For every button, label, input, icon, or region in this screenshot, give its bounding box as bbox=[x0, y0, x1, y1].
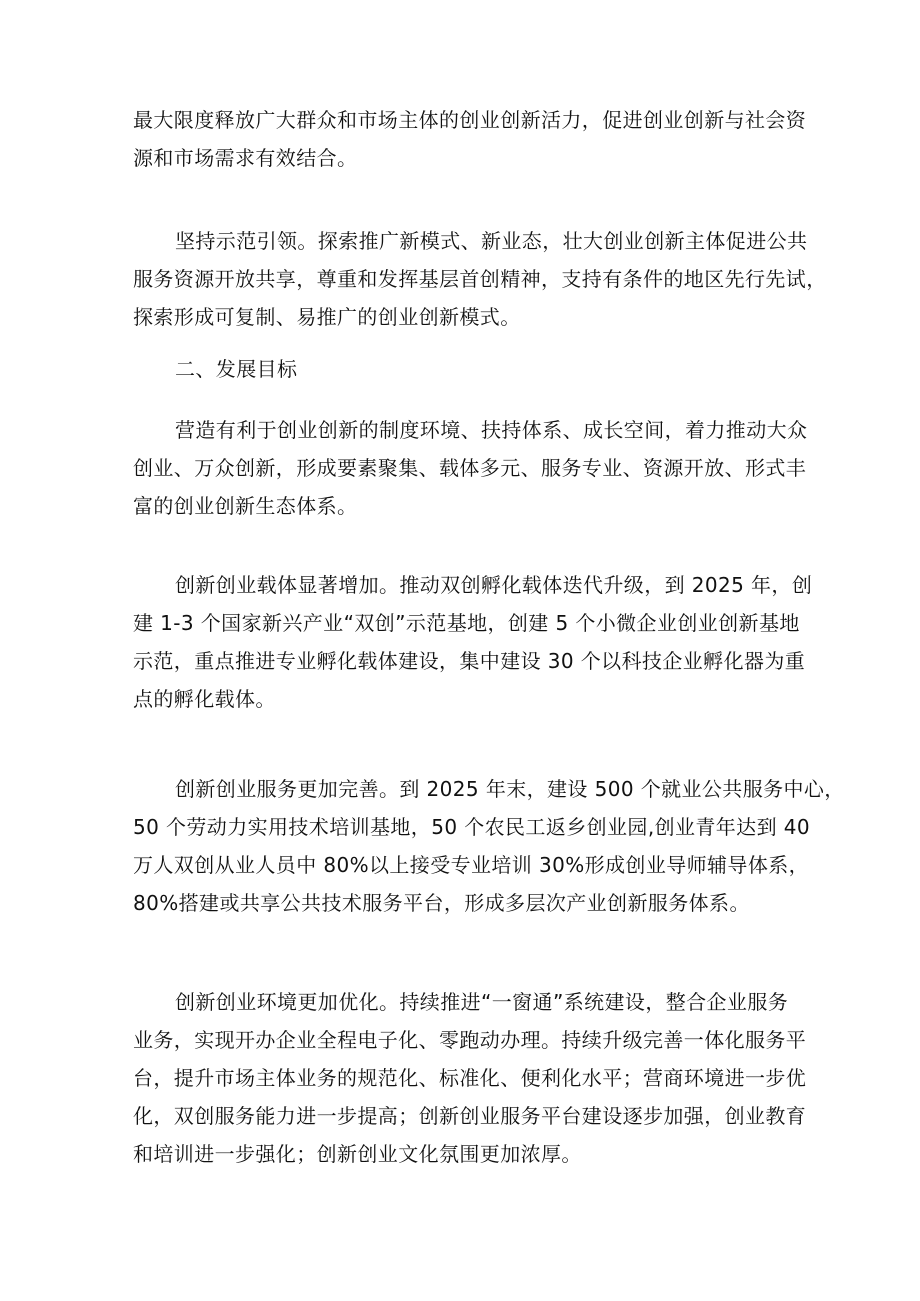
text-line: 富的创业创新生态体系。 bbox=[133, 494, 358, 518]
paragraph-services bbox=[133, 770, 845, 922]
text-line: 创新创业载体显著增加。推动双创孵化载体迭代升级，到 2025 年，创 bbox=[175, 573, 813, 597]
section-heading bbox=[133, 350, 801, 388]
heading-text: 二、发展目标 bbox=[175, 357, 298, 381]
text-line: 台，提升市场主体业务的规范化、标准化、便利化水平；营商环境进一步优 bbox=[133, 1066, 807, 1090]
text-line: 源和市场需求有效结合。 bbox=[133, 146, 358, 170]
text-line: 业务，实现开办企业全程电子化、零跑动办理。持续升级完善一体化服务平 bbox=[133, 1028, 807, 1052]
text-line: 万人双创从业人员中 80%以上接受专业培训 30%形成创业导师辅导体系， bbox=[133, 853, 810, 877]
text-line: 创业、万众创新，形成要素聚集、载体多元、服务专业、资源开放、形式丰 bbox=[133, 456, 807, 480]
text-line: 50 个劳动力实用技术培训基地，50 个农民工返乡创业园,创业青年达到 40 bbox=[133, 815, 810, 839]
paragraph-carriers bbox=[133, 566, 813, 718]
paragraph-opening bbox=[133, 101, 807, 177]
paragraph-goals bbox=[133, 411, 808, 525]
text-line: 营造有利于创业创新的制度环境、扶持体系、成长空间，着力推动大众 bbox=[175, 418, 808, 442]
text-line: 化，双创服务能力进一步提高；创新创业服务平台建设逐步加强，创业教育 bbox=[133, 1104, 807, 1128]
paragraph-demonstration bbox=[133, 222, 827, 336]
text-line: 建 1-3 个国家新兴产业“双创”示范基地，创建 5 个小微企业创业创新基地 bbox=[133, 611, 800, 635]
text-line: 探索形成可复制、易推广的创业创新模式。 bbox=[133, 305, 521, 329]
text-line: 示范，重点推进专业孵化载体建设，集中建设 30 个以科技企业孵化器为重 bbox=[133, 649, 806, 673]
text-line: 80%搭建或共享公共技术服务平台，形成多层次产业创新服务体系。 bbox=[133, 891, 750, 915]
text-line: 坚持示范引领。探索推广新模式、新业态，壮大创业创新主体促进公共 bbox=[175, 229, 808, 253]
text-line: 创新创业服务更加完善。到 2025 年末，建设 500 个就业公共服务中心， bbox=[175, 777, 845, 801]
paragraph-environment bbox=[133, 983, 807, 1173]
text-line: 最大限度释放广大群众和市场主体的创业创新活力，促进创业创新与社会资 bbox=[133, 108, 807, 132]
text-line: 服务资源开放共享，尊重和发挥基层首创精神，支持有条件的地区先行先试， bbox=[133, 267, 827, 291]
text-line: 点的孵化载体。 bbox=[133, 687, 276, 711]
text-line: 和培训进一步强化；创新创业文化氛围更加浓厚。 bbox=[133, 1142, 582, 1166]
text-line: 创新创业环境更加优化。持续推进“一窗通”系统建设，整合企业服务 bbox=[175, 990, 789, 1014]
